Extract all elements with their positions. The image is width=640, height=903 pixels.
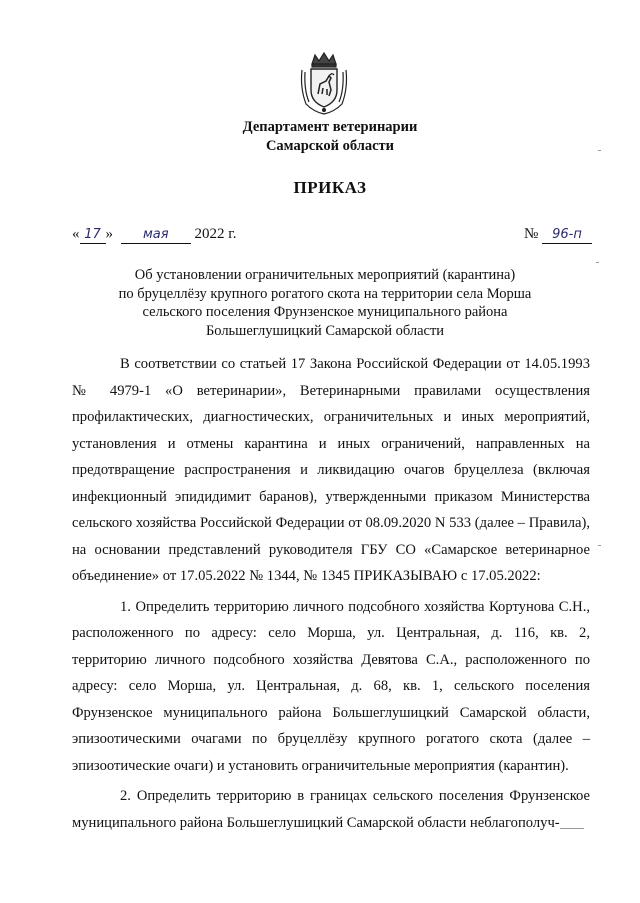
date-quote-open: « <box>72 226 80 242</box>
scan-artifact <box>598 545 601 546</box>
date-month: мая <box>121 227 191 244</box>
subject-line-2: по бруцеллёзу крупного рогатого скота на территории села Морша <box>118 285 532 302</box>
subject-line-1: Об установлении ограничительных мероприятий (карантина) <box>134 267 516 283</box>
paragraph-item-1: 1. Определить территорию личного подсобного хозяйства Кортунова С.Н., расположенного по адресу: село Морша, ул. Центральная, д. 116, кв. 2, территорию личного подсобного хозяйства Девятова С.А., расположенного по адресу: село Морша, ул. Центральная, д. 68, кв. 1, сельского поселения Фрунзенское муниципального района Большеглушицкий Самарской области, эпизоотическими очагами по бруцеллёзу крупного рогатого скота (далее – эпизоотические очаги) и установить ограничительные мероприятия (карантин). <box>72 598 590 774</box>
subject-line-4: Большеглушицкий Самарской области <box>205 322 445 339</box>
subject-line-3: сельского поселения Фрунзенское муниципального района <box>142 304 508 320</box>
scan-artifact <box>560 828 584 829</box>
scan-artifact <box>596 262 599 263</box>
date-quote-close: » <box>105 226 113 242</box>
department-line-1: Департамент ветеринарии <box>242 119 418 135</box>
scan-artifact <box>598 150 601 151</box>
order-subject <box>60 266 590 340</box>
paragraph-item-2: 2. Определить территорию в границах сельского поселения Фрунзенское муниципального района Большеглушицкий Самарской области неблагополуч- <box>72 788 590 831</box>
number-prefix: № <box>523 226 539 242</box>
order-body <box>72 351 590 836</box>
department-line-2: Самарской области <box>265 138 395 154</box>
order-number <box>524 226 592 244</box>
date-number-row <box>72 226 592 248</box>
number-value: 96-п <box>542 227 592 244</box>
department-name <box>0 118 640 156</box>
coat-of-arms-emblem <box>296 50 352 116</box>
order-date <box>72 226 236 244</box>
paragraph-preamble: В соответствии со статьей 17 Закона Российской Федерации от 14.05.1993 № 4979-1 «О ветеринарии», Ветеринарными правилами осуществления профилактических, диагностических, ограничительных и иных мероприятий, установления и отмены карантина и иных ограничений, направленных на предотвращение распространения и ликвидацию очагов бруцеллеза (включая инфекционный эпидидимит баранов), утвержденными приказом Министерства сельского хозяйства Российской Федерации от 08.09.2020 N 533 (далее – Правила), на основании представлений руководителя ГБУ СО «Самарское ветеринарное объединение» от 17.05.2022 № 1344, № 1345 ПРИКАЗЫВАЮ с 17.05.2022: <box>72 356 590 584</box>
date-year: 2022 г. <box>194 226 237 242</box>
document-title: ПРИКАЗ <box>293 178 367 197</box>
date-day: 17 <box>80 227 106 244</box>
